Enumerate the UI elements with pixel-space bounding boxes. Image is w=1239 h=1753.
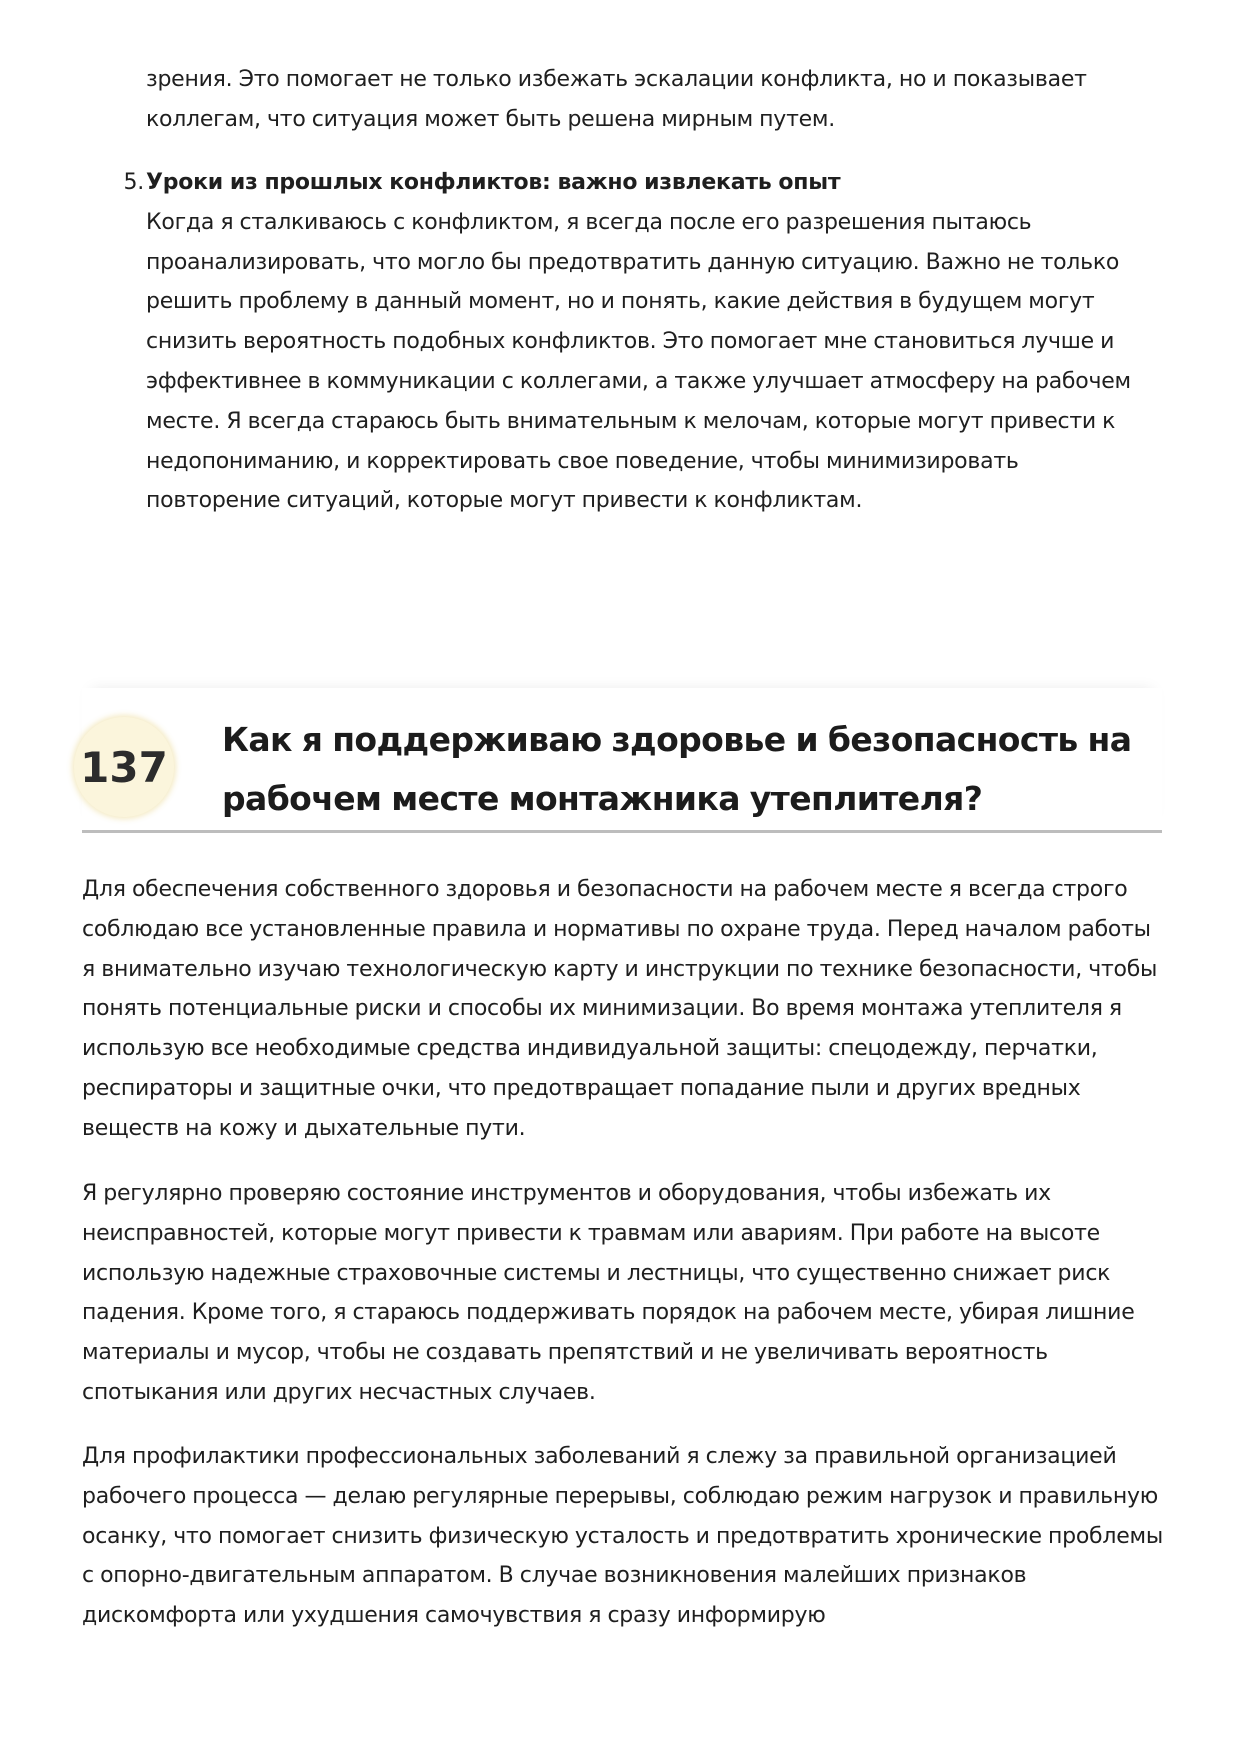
continued-paragraph: зрения. Это помогает не только избежать эскалации конфликта, но и показывает коллегам, что ситуация может быть решена мирным путем. (146, 67, 1087, 132)
answer-paragraph: Я регулярно проверяю состояние инструментов и оборудования, чтобы избежать их неисправностей, которые могут привести к травмам или авариям. При работе на высоте использую надежные страховочные системы и лестницы, что существенно снижает риск падения. Кроме того, я стараюсь поддерживать порядок на рабочем месте, убирая лишние материалы и мусор, чтобы не создавать препятствий и не увеличивать вероятность спотыкания или других несчастных случаев. (82, 1181, 1135, 1405)
list-item-number: 5. (123, 170, 144, 195)
answer-paragraph: Для профилактики профессиональных заболеваний я слежу за правильной организацией рабочего процесса — делаю регулярные перерывы, соблюдаю режим нагрузок и правильную осанку, что помогает снизить физическую усталость и предотвратить хронические проблемы с опорно-двигательным аппаратом. В случае возникновения малейших признаков дискомфорта или ухудшения самочувствия я сразу информирую (82, 1444, 1163, 1629)
question-number-badge: 137 (74, 717, 174, 817)
list-item-title: Уроки из прошлых конфликтов: важно извлекать опыт (146, 170, 841, 195)
question-header (82, 688, 1162, 833)
list-item-body: Когда я сталкиваюсь с конфликтом, я всегда после его разрешения пытаюсь проанализировать, что могло бы предотвратить данную ситуацию. Важно не только решить проблему в данный момент, но и понять, какие действия в будущем могут снизить вероятность подобных конфликтов. Это помогает мне становиться лучше и эффективнее в коммуникации с коллегами, а также улучшает атмосферу на рабочем месте. Я всегда стараюсь быть внимательным к мелочам, которые могут привести к недопониманию, и корректировать свое поведение, чтобы минимизировать повторение ситуаций, которые могут привести к конфликтам. (146, 209, 1131, 514)
list-item-content (146, 163, 1156, 521)
question-title: Как я поддерживаю здоровье и безопасность на рабочем месте монтажника утеплителя? (222, 720, 1132, 818)
answer-paragraph: Для обеспечения собственного здоровья и безопасности на рабочем месте я всегда строго соблюдаю все установленные правила и нормативы по охране труда. Перед началом работы я внимательно изучаю технологическую карту и инструкции по технике безопасности, чтобы понять потенциальные риски и способы их минимизации. Во время монтажа утеплителя я использую все необходимые средства индивидуальной защиты: спецодежду, перчатки, респираторы и защитные очки, что предотвращает попадание пыли и других вредных веществ на кожу и дыхательные пути. (82, 877, 1158, 1141)
